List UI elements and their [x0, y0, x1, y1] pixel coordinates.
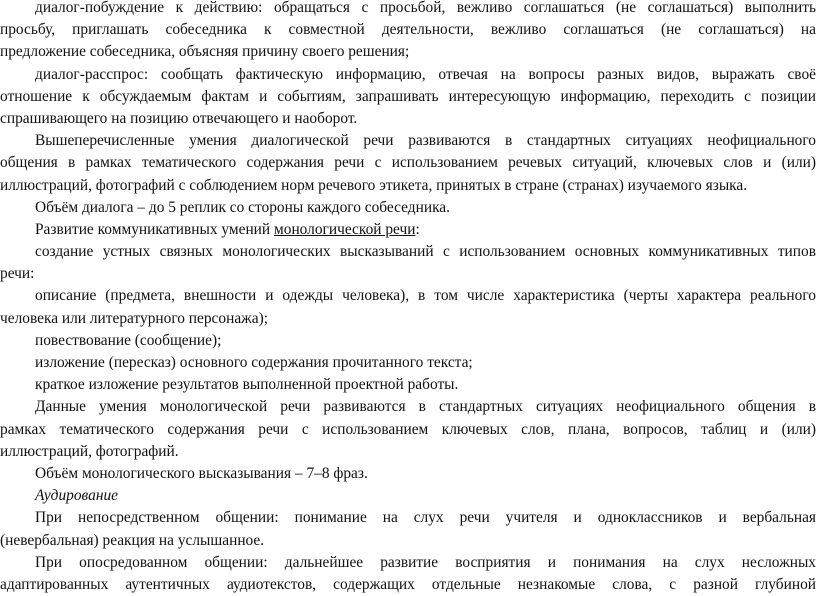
text-line: диалог-расспрос: сообщать фактическую информацию, отвечая на вопросы разных видов, выражать своё: [35, 65, 816, 83]
heading-suffix: :: [415, 220, 420, 238]
text-line-monologue-heading: [0, 219, 816, 241]
text-line: (невербальная) реакция на услышанное.: [0, 531, 265, 549]
text-line: отношение к обсуждаемым фактам и событиям, запрашивать интересующую информацию, переходить с позиции: [0, 87, 816, 105]
text-line: рамках тематического содержания речи с использованием ключевых слов, плана, вопросов, таблиц и (или): [0, 420, 816, 438]
text-line: иллюстраций, фотографий с соблюдением норм речевого этикета, принятых в стране (странах) изучаемого языка.: [0, 176, 748, 194]
text-line: Объём монологического высказывания – 7–8 фраз.: [35, 464, 368, 482]
section-heading-listening: Аудирование: [35, 487, 118, 505]
text-line: краткое изложение результатов выполненной проектной работы.: [35, 376, 459, 394]
text-line: описание (предмета, внешности и одежды человека), в том числе характеристика (черты характера реального: [35, 287, 816, 305]
text-line: Объём диалога – до 5 реплик со стороны каждого собеседника.: [35, 198, 450, 216]
text-line: иллюстраций, фотографий.: [0, 442, 179, 460]
underlined-term: монологической речи: [274, 220, 416, 238]
text-line: речи:: [0, 265, 35, 283]
text-line: спрашивающего на позицию отвечающего и наоборот.: [0, 109, 358, 127]
text-line: Данные умения монологической речи развиваются в стандартных ситуациях неофициального общения в: [35, 398, 816, 416]
heading-prefix: Развитие коммуникативных умений: [35, 220, 275, 238]
text-line: человека или литературного персонажа);: [0, 309, 269, 327]
text-line: адаптированных аутентичных аудиотекстов, содержащих отдельные незнакомые слова, с разной глубиной: [0, 575, 816, 593]
text-line: При непосредственном общении: понимание на слух речи учителя и одноклассников и вербальная: [35, 509, 816, 527]
text-line: При опосредованном общении: дальнейшее развитие восприятия и понимания на слух несложных: [35, 553, 816, 571]
text-line: просьбу, приглашать собеседника к совместной деятельности, вежливо соглашаться (не соглашаться) на: [0, 21, 816, 39]
text-line: повествование (сообщение);: [35, 331, 222, 349]
text-line: общения в рамках тематического содержания речи с использованием речевых ситуаций, ключевых слов и (или): [0, 154, 816, 172]
text-line: предложение собеседника, объясняя причину своего решения;: [0, 43, 410, 61]
text-line: изложение (пересказ) основного содержания прочитанного текста;: [35, 354, 473, 371]
text-line: диалог-побуждение к действию: обращаться с просьбой, вежливо соглашаться (не соглашаться) выполнить: [35, 0, 816, 16]
text-line: Вышеперечисленные умения диалогической речи развиваются в стандартных ситуациях неофициального: [35, 132, 816, 150]
text-line: создание устных связных монологических высказываний с использованием основных коммуникативных типов: [35, 243, 816, 261]
